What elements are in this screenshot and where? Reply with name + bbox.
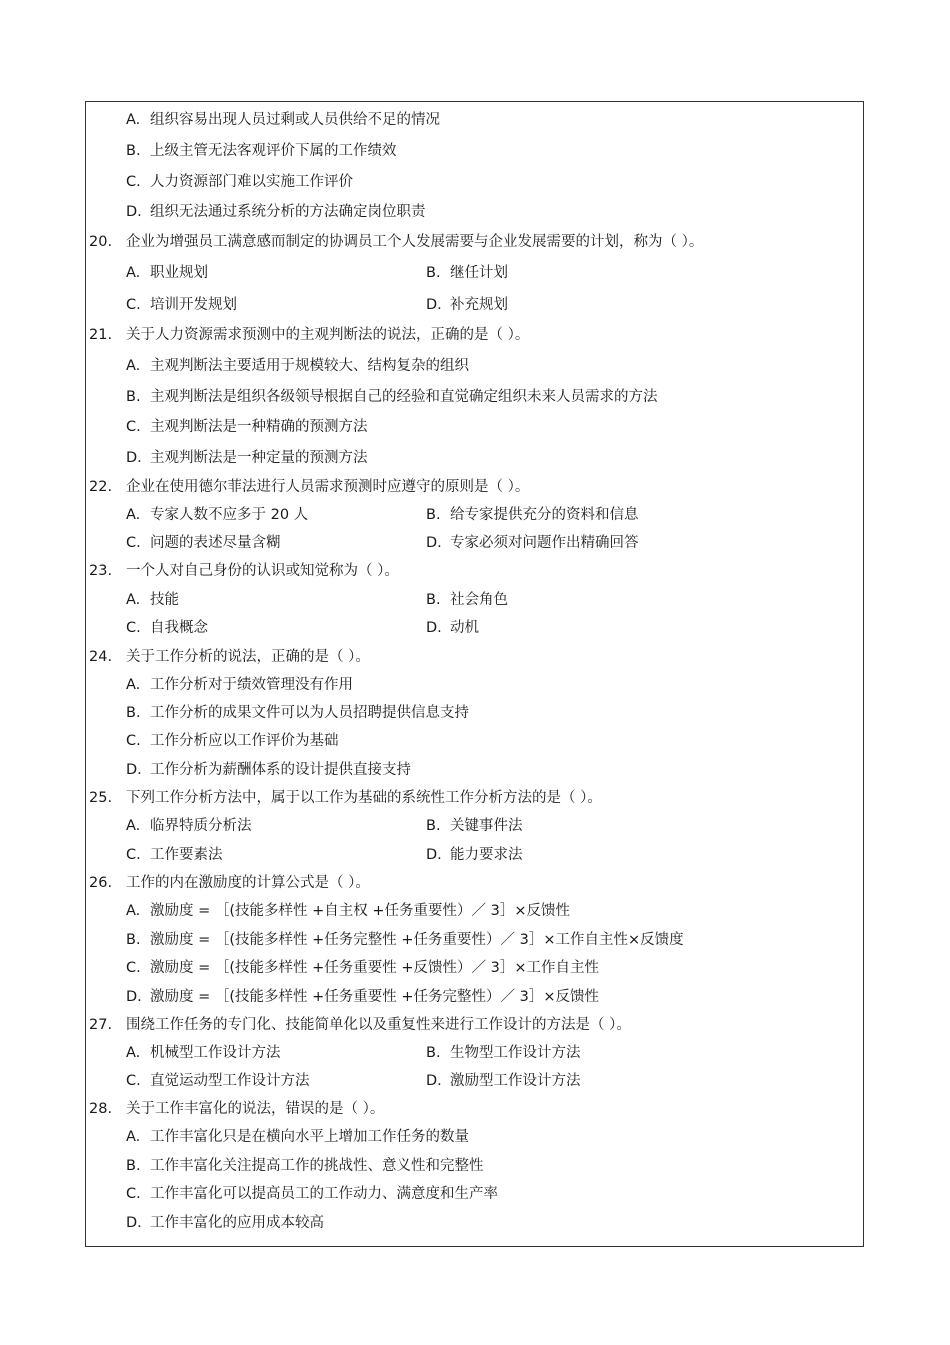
question-text: 关于工作丰富化的说法，错误的是（ ）。 bbox=[126, 1101, 385, 1117]
option-text: 专家人数不应多于 20 人 bbox=[150, 507, 309, 523]
option-text: 动机 bbox=[450, 620, 479, 636]
question-text: 关于人力资源需求预测中的主观判断法的说法，正确的是（ ）。 bbox=[126, 327, 530, 343]
option-text: 激励型工作设计方法 bbox=[450, 1073, 581, 1089]
option-text: 主观判断法主要适用于规模较大、结构复杂的组织 bbox=[150, 358, 469, 374]
option-letter: B. bbox=[126, 705, 141, 721]
option-text: 工作分析为薪酬体系的设计提供直接支持 bbox=[150, 762, 411, 778]
question-number: 21. bbox=[89, 327, 113, 343]
option-text: 主观判断法是组织各级领导根据自己的经验和直觉确定组织未来人员需求的方法 bbox=[150, 389, 658, 405]
question-text: 围绕工作任务的专门化、技能简单化以及重复性来进行工作设计的方法是（ ）。 bbox=[126, 1017, 631, 1033]
option-letter: A. bbox=[126, 507, 141, 523]
option-text: 培训开发规划 bbox=[150, 297, 237, 313]
option-text: 人力资源部门难以实施工作评价 bbox=[150, 174, 353, 190]
option-text: 激励度 = ［(技能多样性 +任务重要性 +反馈性）／ 3］×工作自主性 bbox=[150, 960, 600, 976]
option-text: 组织容易出现人员过剩或人员供给不足的情况 bbox=[150, 112, 440, 128]
option-text: 临界特质分析法 bbox=[150, 818, 252, 834]
option-letter: C. bbox=[126, 847, 141, 863]
option-text: 问题的表述尽量含糊 bbox=[150, 535, 281, 551]
option-text: 技能 bbox=[150, 592, 179, 608]
option-letter: D. bbox=[426, 1073, 442, 1089]
option-letter: B. bbox=[426, 265, 441, 281]
question-text: 一个人对自己身份的认识或知觉称为（ ）。 bbox=[126, 563, 399, 579]
question-text: 企业为增强员工满意感而制定的协调员工个人发展需要与企业发展需要的计划，称为（ ）。 bbox=[126, 234, 704, 250]
option-text: 激励度 = ［(技能多样性 +自主权 +任务重要性）／ 3］×反馈性 bbox=[150, 903, 571, 919]
option-text: 专家必须对问题作出精确回答 bbox=[450, 535, 639, 551]
option-letter: A. bbox=[126, 903, 141, 919]
option-text: 激励度 = ［(技能多样性 +任务完整性 +任务重要性）／ 3］×工作自主性×反馈度 bbox=[150, 932, 684, 948]
option-letter: B. bbox=[426, 818, 441, 834]
option-text: 激励度 = ［(技能多样性 +任务重要性 +任务完整性）／ 3］×反馈性 bbox=[150, 989, 600, 1005]
option-text: 工作要素法 bbox=[150, 847, 223, 863]
option-letter: D. bbox=[426, 847, 442, 863]
option-text: 机械型工作设计方法 bbox=[150, 1045, 281, 1061]
option-letter: C. bbox=[126, 733, 141, 749]
option-text: 生物型工作设计方法 bbox=[450, 1045, 581, 1061]
option-text: 工作分析的成果文件可以为人员招聘提供信息支持 bbox=[150, 705, 469, 721]
option-letter: A. bbox=[126, 592, 141, 608]
option-letter: C. bbox=[126, 620, 141, 636]
option-letter: D. bbox=[426, 620, 442, 636]
option-letter: A. bbox=[126, 1129, 141, 1145]
option-text: 上级主管无法客观评价下属的工作绩效 bbox=[150, 143, 397, 159]
option-text: 主观判断法是一种精确的预测方法 bbox=[150, 419, 368, 435]
question-number: 27. bbox=[89, 1017, 113, 1033]
question-number: 20. bbox=[89, 234, 113, 250]
question-number: 23. bbox=[89, 563, 113, 579]
option-text: 组织无法通过系统分析的方法确定岗位职责 bbox=[150, 204, 426, 220]
option-letter: B. bbox=[426, 1045, 441, 1061]
option-letter: C. bbox=[126, 419, 141, 435]
option-letter: A. bbox=[126, 112, 141, 128]
option-letter: C. bbox=[126, 1186, 141, 1202]
option-text: 工作分析对于绩效管理没有作用 bbox=[150, 677, 353, 693]
option-text: 职业规划 bbox=[150, 265, 208, 281]
option-letter: B. bbox=[426, 507, 441, 523]
option-text: 工作丰富化可以提高员工的工作动力、满意度和生产率 bbox=[150, 1186, 498, 1202]
question-number: 24. bbox=[89, 649, 113, 665]
option-letter: C. bbox=[126, 1073, 141, 1089]
option-letter: D. bbox=[126, 1215, 142, 1231]
option-letter: C. bbox=[126, 960, 141, 976]
option-letter: B. bbox=[126, 389, 141, 405]
option-text: 主观判断法是一种定量的预测方法 bbox=[150, 450, 368, 466]
option-letter: C. bbox=[126, 535, 141, 551]
question-number: 25. bbox=[89, 790, 113, 806]
option-letter: B. bbox=[426, 592, 441, 608]
option-letter: A. bbox=[126, 358, 141, 374]
option-text: 直觉运动型工作设计方法 bbox=[150, 1073, 310, 1089]
option-text: 社会角色 bbox=[450, 592, 508, 608]
option-text: 给专家提供充分的资料和信息 bbox=[450, 507, 639, 523]
question-text: 关于工作分析的说法，正确的是（ ）。 bbox=[126, 649, 370, 665]
option-text: 工作丰富化关注提高工作的挑战性、意义性和完整性 bbox=[150, 1158, 484, 1174]
option-text: 补充规划 bbox=[450, 297, 508, 313]
option-letter: C. bbox=[126, 297, 141, 313]
option-letter: A. bbox=[126, 677, 141, 693]
option-text: 工作丰富化的应用成本较高 bbox=[150, 1215, 324, 1231]
option-letter: A. bbox=[126, 265, 141, 281]
option-letter: A. bbox=[126, 1045, 141, 1061]
question-text: 企业在使用德尔菲法进行人员需求预测时应遵守的原则是（ ）。 bbox=[126, 479, 530, 495]
question-text: 工作的内在激励度的计算公式是（ ）。 bbox=[126, 875, 370, 891]
option-letter: B. bbox=[126, 1158, 141, 1174]
option-letter: D. bbox=[426, 535, 442, 551]
option-text: 能力要求法 bbox=[450, 847, 523, 863]
option-letter: D. bbox=[126, 989, 142, 1005]
option-letter: D. bbox=[126, 762, 142, 778]
question-number: 22. bbox=[89, 479, 113, 495]
option-letter: D. bbox=[426, 297, 442, 313]
option-letter: B. bbox=[126, 932, 141, 948]
option-text: 工作分析应以工作评价为基础 bbox=[150, 733, 339, 749]
question-number: 26. bbox=[89, 875, 113, 891]
option-letter: A. bbox=[126, 818, 141, 834]
option-text: 工作丰富化只是在横向水平上增加工作任务的数量 bbox=[150, 1129, 469, 1145]
option-letter: D. bbox=[126, 204, 142, 220]
option-letter: C. bbox=[126, 174, 141, 190]
question-text: 下列工作分析方法中，属于以工作为基础的系统性工作分析方法的是（ ）。 bbox=[126, 790, 602, 806]
question-number: 28. bbox=[89, 1101, 113, 1117]
option-text: 关键事件法 bbox=[450, 818, 523, 834]
option-letter: D. bbox=[126, 450, 142, 466]
option-letter: B. bbox=[126, 143, 141, 159]
option-text: 自我概念 bbox=[150, 620, 208, 636]
option-text: 继任计划 bbox=[450, 265, 508, 281]
